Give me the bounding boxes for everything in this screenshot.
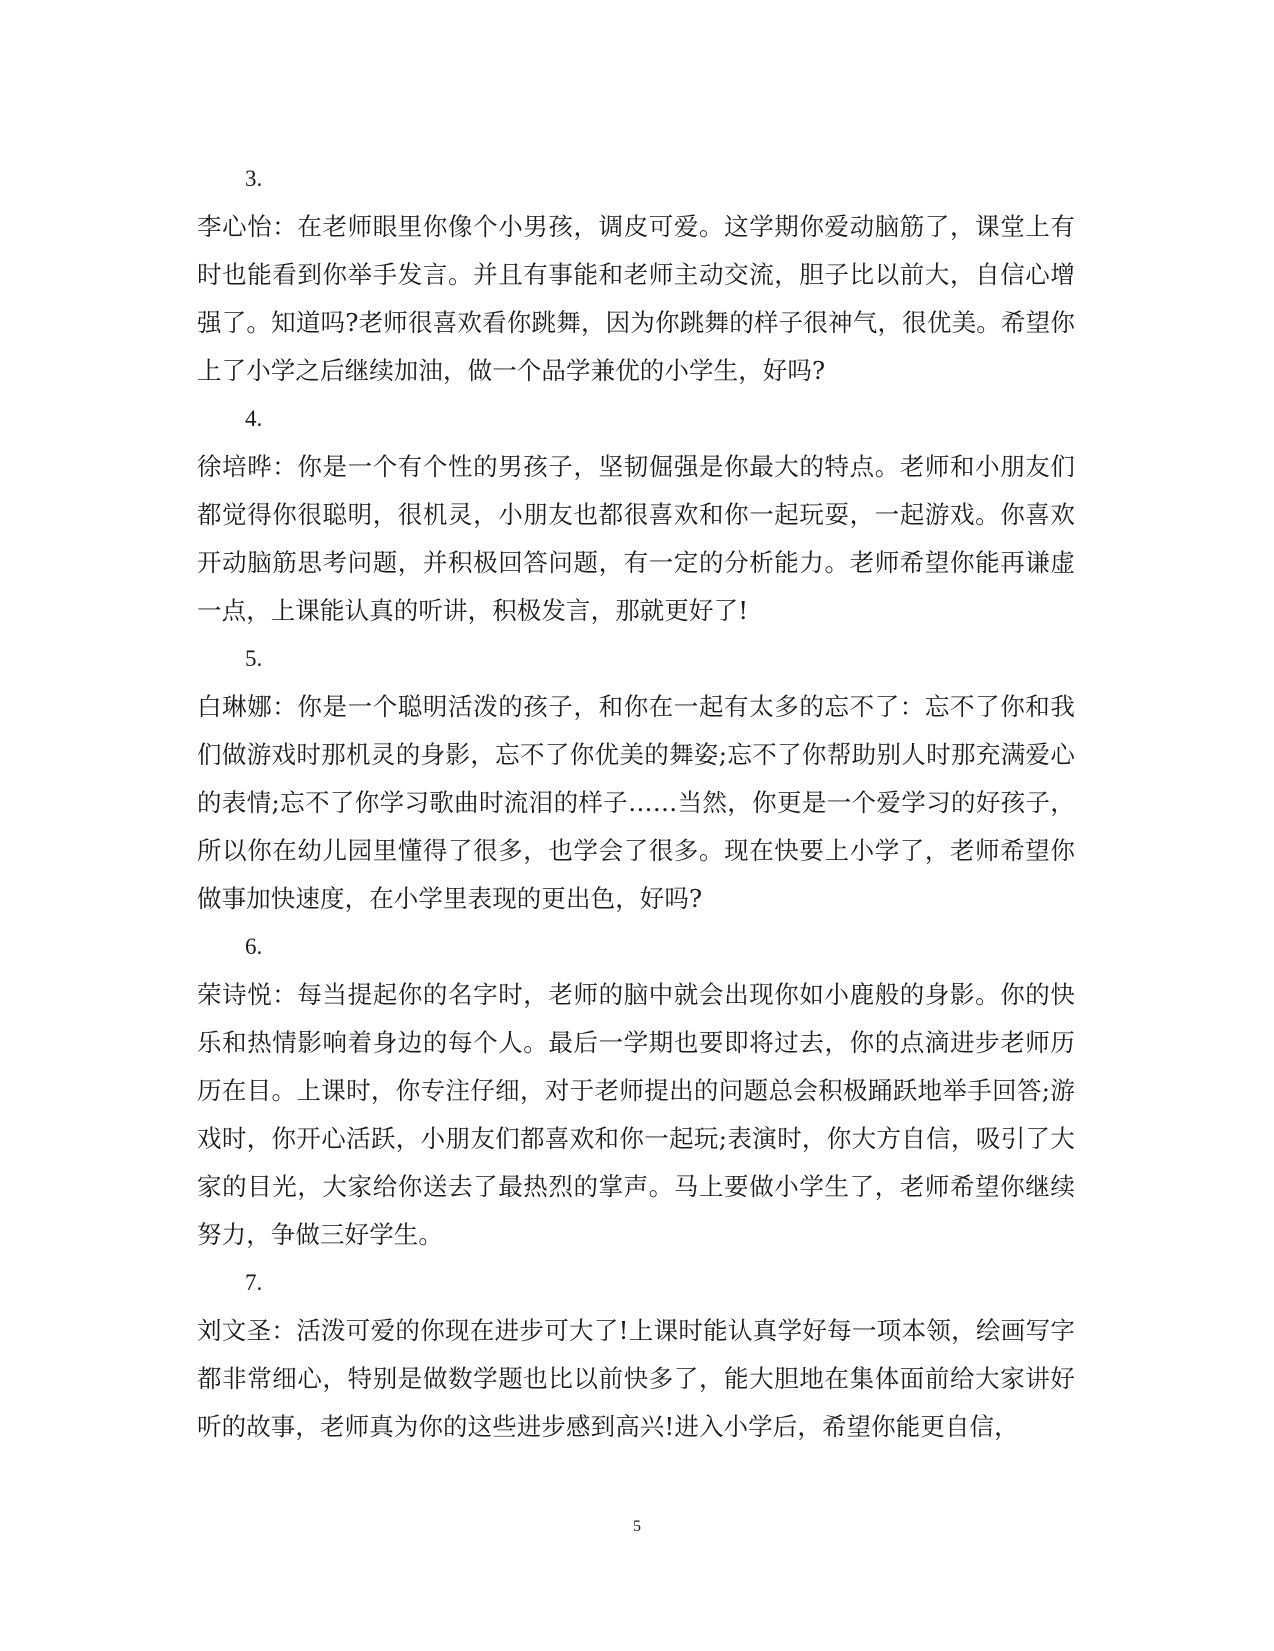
entry-text: 徐培晔：你是一个有个性的男孩子，坚韧倔强是你最大的特点。老师和小朋友们都觉得你很聪明，很机灵，小朋友也都很喜欢和你一起玩耍，一起游戏。你喜欢开动脑筋思考问题，并积极回答问题，有一定的分析能力。老师希望你能再谦虚一点，上课能认真的听讲，积极发言，那就更好了!: [197, 452, 1075, 625]
entry-text: 刘文圣：活泼可爱的你现在进步可大了!上课时能认真学好每一项本领，绘画写字都非常细心，特别是做数学题也比以前快多了，能大胆地在集体面前给大家讲好听的故事，老师真为你的这些进步感到高兴!进入小学后，希望你能更自信，: [197, 1316, 1075, 1441]
page-number: 5: [633, 1518, 641, 1535]
entry-text: 李心怡：在老师眼里你像个小男孩，调皮可爱。这学期你爱动脑筋了，课堂上有时也能看到你举手发言。并且有事能和老师主动交流，胆子比以前大，自信心增强了。知道吗?老师很喜欢看你跳舞，因为你跳舞的样子很神气，很优美。希望你上了小学之后继续加油，做一个品学兼优的小学生，好吗?: [197, 212, 1075, 385]
document-body: [197, 155, 1075, 1451]
entry-number: 4.: [245, 406, 263, 431]
entry-number: 5.: [245, 646, 263, 671]
entry-text: 荣诗悦：每当提起你的名字时，老师的脑中就会出现你如小鹿般的身影。你的快乐和热情影响着身边的每个人。最后一学期也要即将过去，你的点滴进步老师历历在目。上课时，你专注仔细，对于老师提出的问题总会积极踊跃地举手回答;游戏时，你开心活跃，小朋友们都喜欢和你一起玩;表演时，你大方自信，吸引了大家的目光，大家给你送去了最热烈的掌声。马上要做小学生了，老师希望你继续努力，争做三好学生。: [197, 980, 1075, 1249]
entry-number: 7.: [245, 1270, 263, 1295]
entry-number: 3.: [245, 166, 263, 191]
entry-text: 白琳娜：你是一个聪明活泼的孩子，和你在一起有太多的忘不了：忘不了你和我们做游戏时那机灵的身影，忘不了你优美的舞姿;忘不了你帮助别人时那充满爱心的表情;忘不了你学习歌曲时流泪的样子……当然，你更是一个爱学习的好孩子，所以你在幼儿园里懂得了很多，也学会了很多。现在快要上小学了，老师希望你做事加快速度，在小学里表现的更出色，好吗?: [197, 692, 1075, 913]
entry-number: 6.: [245, 934, 263, 959]
